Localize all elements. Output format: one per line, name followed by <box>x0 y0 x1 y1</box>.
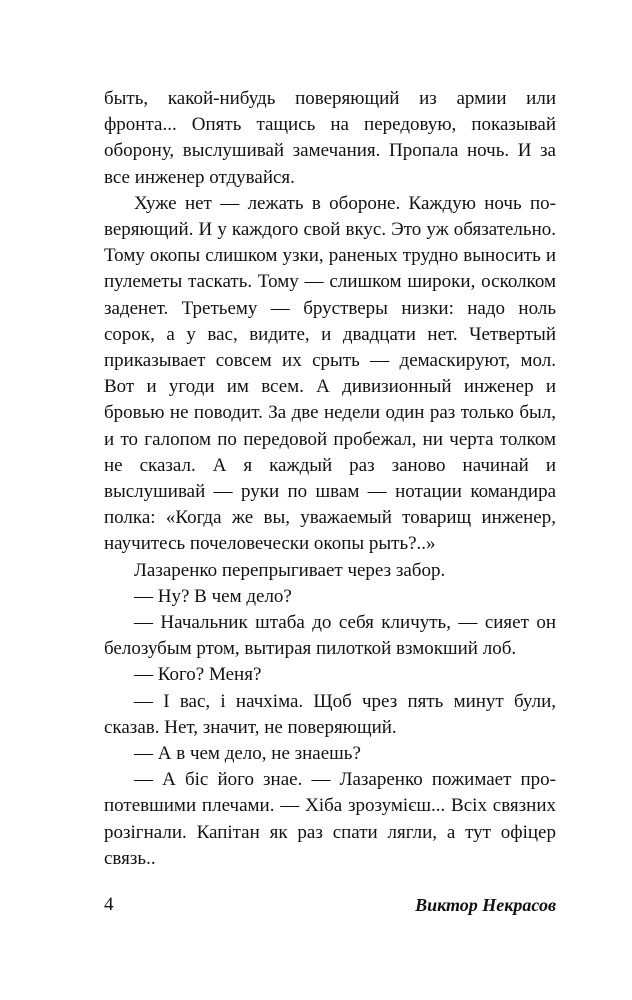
page-footer <box>104 892 556 918</box>
dialogue-line: — А бiс його знае. — Лазаренко пожимает пропотевшими плечами. — Хiба зрозумiєш... Всiх связних розiгнали. Капiтан як раз спати лягли, а тут офiцер связь.. <box>104 769 556 869</box>
paragraph-continuation: быть, какой-нибудь поверяющий из армии или фронта... Опять тащись на передовую, показывай оборону, выслушивай замечания. Пропала ночь. И за все инженер отдувайся. <box>104 88 556 188</box>
running-author: Виктор Некрасов <box>415 895 556 915</box>
dialogue-line: — I вас, i начхiма. Щоб чрез пять минут були, сказав. Нет, значит, не поверяющий. <box>104 690 556 738</box>
dialogue-line: — А в чем дело, не знаешь? <box>134 743 361 765</box>
dialogue-line: — Ну? В чем дело? <box>134 585 292 607</box>
paragraph-defense: Хуже нет — лежать в обороне. Каждую ночь поверяющий. И у каждого свой вкус. Это уж обязательно. Тому окопы слишком узки, раненых трудно выносить и пулеметы таскать. Тому — слишком широки, осколком заденет. Третьему — брустверы низки: надо ноль сорок, а у вас, видите, и двадцати нет. Четвертый приказывает совсем их срыть — демаскируют, мол. Вот и угоди им всем. А дивизионный инженер и бровью не поводит. За две недели один раз только был, и то галопом по передовой пробежал, ни черта толком не сказал. А я каждый раз заново начинай и выслушивай — руки по швам — нотации командира полка: «Когда же вы, уважаемый товарищ инженер, научитесь почеловечески окопы рыть?..» <box>104 192 556 555</box>
body-text <box>104 86 556 872</box>
page-number: 4 <box>104 894 114 915</box>
dialogue-line: — Кого? Меня? <box>134 664 262 686</box>
dialogue-line: — Начальник штаба до себя кличуть, — сияет он белозубым ртом, вытирая пилоткой взмокший лоб. <box>104 612 556 660</box>
paragraph-lazarenko-jumps: Лазаренко перепрыгивает через забор. <box>134 559 446 581</box>
